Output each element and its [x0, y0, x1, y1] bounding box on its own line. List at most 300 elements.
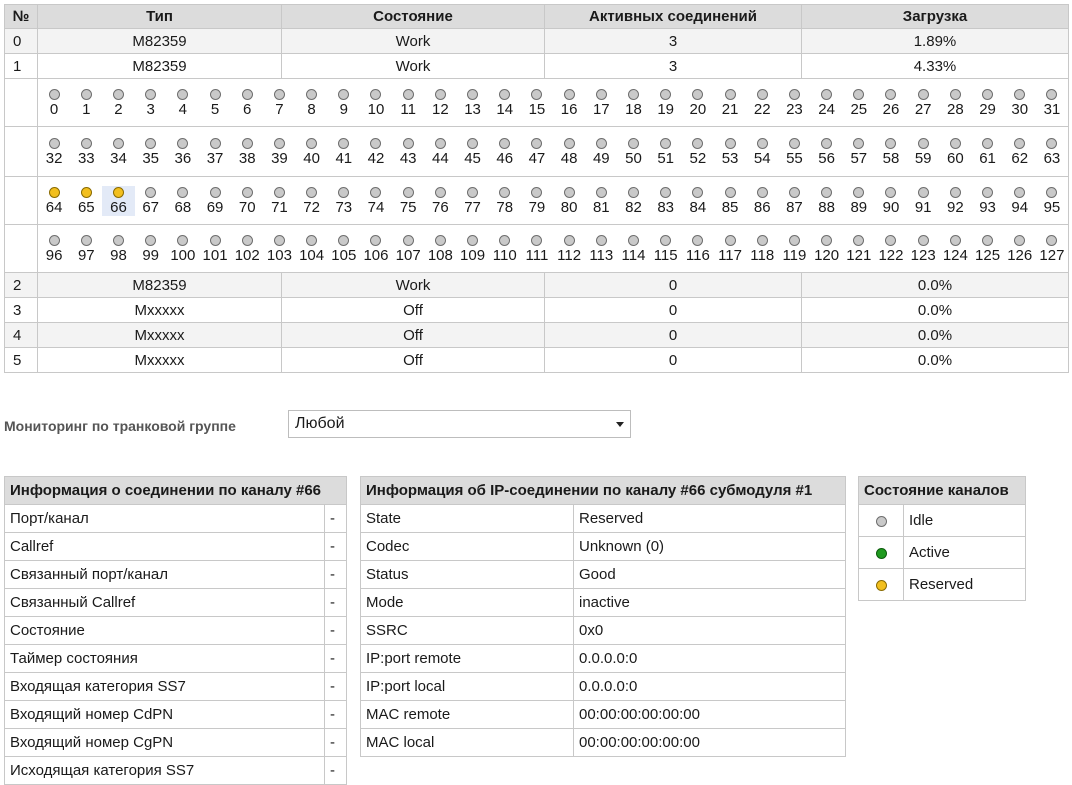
channel-status-dot-icon: [757, 235, 768, 246]
channel-69[interactable]: [199, 186, 231, 216]
channel-5[interactable]: [199, 88, 231, 118]
channel-number: 54: [753, 149, 771, 167]
channel-18[interactable]: [617, 88, 649, 118]
channel-number: 120: [814, 246, 840, 264]
channel-number: 58: [882, 149, 900, 167]
channel-number: 7: [275, 100, 284, 118]
legend-item-idle: [859, 505, 1026, 537]
channel-117[interactable]: [714, 234, 746, 264]
channel-number: 18: [625, 100, 642, 118]
info-value: -: [325, 505, 347, 533]
channel-120[interactable]: [811, 234, 843, 264]
channel-number: 109: [460, 246, 486, 264]
row-load: 0.0%: [802, 348, 1069, 373]
channel-61[interactable]: [971, 137, 1003, 167]
row-index: 5: [5, 348, 38, 373]
channel-34[interactable]: [102, 137, 134, 167]
channel-51[interactable]: [650, 137, 682, 167]
channel-status-dot-icon: [113, 235, 124, 246]
channel-number: 53: [721, 149, 739, 167]
channel-107[interactable]: [392, 234, 424, 264]
channel-30[interactable]: [1004, 88, 1036, 118]
info-label: Codec: [361, 533, 574, 561]
channel-status-dot-icon: [853, 235, 864, 246]
channel-27[interactable]: [907, 88, 939, 118]
info-label: Связанный порт/канал: [5, 561, 325, 589]
channel-status-dot-icon: [499, 138, 510, 149]
channel-46[interactable]: [489, 137, 521, 167]
info-value: -: [325, 673, 347, 701]
channel-98[interactable]: [102, 234, 134, 264]
channel-status-dot-icon: [789, 187, 800, 198]
channel-strip: [38, 137, 1068, 167]
channel-4[interactable]: [167, 88, 199, 118]
channel-47[interactable]: [521, 137, 553, 167]
channel-number: 122: [878, 246, 904, 264]
channel-45[interactable]: [456, 137, 488, 167]
channel-status-dot-icon: [274, 89, 285, 100]
channel-status-dot-icon: [660, 187, 671, 198]
info-value: 00:00:00:00:00:00: [574, 701, 846, 729]
channel-63[interactable]: [1036, 137, 1068, 167]
channel-status-dot-icon: [467, 138, 478, 149]
channel-number: 35: [142, 149, 159, 167]
channel-status-dot-icon: [885, 89, 896, 100]
channel-number: 121: [846, 246, 872, 264]
channel-number: 115: [653, 246, 678, 264]
channel-33[interactable]: [70, 137, 102, 167]
channel-118[interactable]: [746, 234, 778, 264]
channel-102[interactable]: [231, 234, 263, 264]
channel-number: 73: [335, 198, 353, 216]
channel-status-dot-icon: [370, 235, 381, 246]
channel-status-legend: [858, 476, 1026, 601]
channel-status-dot-icon: [596, 138, 607, 149]
channel-52[interactable]: [682, 137, 714, 167]
channel-72[interactable]: [296, 186, 328, 216]
channel-status-dot-icon: [145, 89, 156, 100]
channel-number: 57: [850, 149, 868, 167]
info-value: -: [325, 617, 347, 645]
channel-number: 4: [178, 100, 188, 118]
channel-19[interactable]: [650, 88, 682, 118]
channel-88[interactable]: [811, 186, 843, 216]
row-type: Mxxxxx: [38, 298, 282, 323]
channel-2[interactable]: [102, 88, 134, 118]
channel-number: 14: [496, 100, 514, 118]
channel-number: 85: [721, 198, 739, 216]
channel-109[interactable]: [456, 234, 488, 264]
channel-57[interactable]: [843, 137, 875, 167]
header-load: Загрузка: [802, 5, 1069, 29]
info-label: Status: [361, 561, 574, 589]
channel-number: 23: [786, 100, 803, 118]
channel-41[interactable]: [328, 137, 360, 167]
channel-7[interactable]: [263, 88, 295, 118]
channel-status-dot-icon: [564, 89, 575, 100]
channel-status-dot-icon: [628, 89, 639, 100]
channel-status-dot-icon: [499, 187, 510, 198]
channel-31[interactable]: [1036, 88, 1068, 118]
channel-status-dot-icon: [338, 138, 349, 149]
info-row: [361, 701, 846, 729]
channel-status-dot-icon: [660, 89, 671, 100]
channel-1[interactable]: [70, 88, 102, 118]
channel-125[interactable]: [971, 234, 1003, 264]
info-value: -: [325, 561, 347, 589]
channel-status-dot-icon: [564, 187, 575, 198]
channel-number: 9: [339, 100, 348, 118]
header-state: Состояние: [282, 5, 545, 29]
channel-number: 43: [399, 149, 417, 167]
channel-16[interactable]: [553, 88, 585, 118]
channel-number: 66: [110, 198, 127, 216]
info-row: [361, 673, 846, 701]
channel-80[interactable]: [553, 186, 585, 216]
channel-67[interactable]: [135, 186, 167, 216]
channel-56[interactable]: [811, 137, 843, 167]
channel-104[interactable]: [296, 234, 328, 264]
channel-78[interactable]: [489, 186, 521, 216]
channel-99[interactable]: [135, 234, 167, 264]
channel-12[interactable]: [424, 88, 456, 118]
channel-127[interactable]: [1036, 234, 1068, 264]
channel-number: 105: [331, 246, 357, 264]
channel-status-dot-icon: [1046, 235, 1057, 246]
channel-status-dot-icon: [210, 89, 221, 100]
channel-101[interactable]: [199, 234, 231, 264]
channel-number: 70: [238, 198, 256, 216]
channel-number: 113: [589, 246, 614, 264]
channel-93[interactable]: [971, 186, 1003, 216]
channel-status-dot-icon: [628, 138, 639, 149]
channel-106[interactable]: [360, 234, 392, 264]
channel-37[interactable]: [199, 137, 231, 167]
channel-number: 74: [367, 198, 385, 216]
channel-49[interactable]: [585, 137, 617, 167]
channel-108[interactable]: [424, 234, 456, 264]
channel-3[interactable]: [135, 88, 167, 118]
info-value: Good: [574, 561, 846, 589]
channel-35[interactable]: [135, 137, 167, 167]
channel-status-dot-icon: [49, 138, 60, 149]
channel-97[interactable]: [70, 234, 102, 264]
channel-79[interactable]: [521, 186, 553, 216]
channel-status-dot-icon: [757, 138, 768, 149]
channel-100[interactable]: [167, 234, 199, 264]
channel-53[interactable]: [714, 137, 746, 167]
channel-status-dot-icon: [435, 89, 446, 100]
channel-115[interactable]: [650, 234, 682, 264]
header-row: [5, 5, 1069, 29]
channel-90[interactable]: [875, 186, 907, 216]
channel-92[interactable]: [939, 186, 971, 216]
channel-status-dot-icon: [435, 235, 446, 246]
channel-status-dot-icon: [596, 187, 607, 198]
channel-58[interactable]: [875, 137, 907, 167]
channel-77[interactable]: [456, 186, 488, 216]
channel-121[interactable]: [843, 234, 875, 264]
info-row: [5, 673, 347, 701]
channel-81[interactable]: [585, 186, 617, 216]
channel-10[interactable]: [360, 88, 392, 118]
channel-number: 108: [427, 246, 453, 264]
channel-42[interactable]: [360, 137, 392, 167]
channel-32[interactable]: [38, 137, 70, 167]
channel-71[interactable]: [263, 186, 295, 216]
channel-status-dot-icon: [950, 235, 961, 246]
channel-44[interactable]: [424, 137, 456, 167]
table-row[interactable]: [5, 298, 1069, 323]
channel-60[interactable]: [939, 137, 971, 167]
channel-28[interactable]: [939, 88, 971, 118]
info-value: 00:00:00:00:00:00: [574, 729, 846, 757]
channel-number: 112: [557, 246, 582, 264]
channel-number: 1: [82, 100, 91, 118]
channel-number: 61: [979, 149, 996, 167]
channel-110[interactable]: [489, 234, 521, 264]
table-row[interactable]: [5, 348, 1069, 373]
channel-48[interactable]: [553, 137, 585, 167]
channel-number: 72: [303, 198, 320, 216]
channel-status-dot-icon: [821, 235, 832, 246]
channel-65[interactable]: [70, 186, 102, 216]
channel-82[interactable]: [617, 186, 649, 216]
info-label: Входящий номер CdPN: [5, 701, 325, 729]
channel-68[interactable]: [167, 186, 199, 216]
row-state: Off: [282, 348, 545, 373]
channel-13[interactable]: [456, 88, 488, 118]
table-row[interactable]: [5, 29, 1069, 54]
connection-info-body: [5, 505, 347, 785]
channel-number: 27: [914, 100, 932, 118]
channel-status-dot-icon: [499, 89, 510, 100]
channel-123[interactable]: [907, 234, 939, 264]
channel-number: 123: [910, 246, 936, 264]
trunk-group-select[interactable]: [288, 410, 631, 438]
channel-116[interactable]: [682, 234, 714, 264]
channel-84[interactable]: [682, 186, 714, 216]
channel-status-dot-icon: [370, 187, 381, 198]
channel-39[interactable]: [263, 137, 295, 167]
row-type: Mxxxxx: [38, 348, 282, 373]
info-label: IP:port local: [361, 673, 574, 701]
channel-row: [5, 225, 1069, 273]
channel-number: 117: [718, 246, 742, 264]
channel-50[interactable]: [617, 137, 649, 167]
channel-6[interactable]: [231, 88, 263, 118]
info-value: 0.0.0.0:0: [574, 645, 846, 673]
channel-76[interactable]: [424, 186, 456, 216]
channel-number: 107: [395, 246, 421, 264]
channel-status-dot-icon: [403, 235, 414, 246]
channel-number: 11: [400, 100, 416, 118]
channel-status-dot-icon: [145, 187, 156, 198]
channel-status-dot-icon: [306, 187, 317, 198]
channel-status-dot-icon: [81, 187, 92, 198]
info-label: Входящая категория SS7: [5, 673, 325, 701]
channel-64[interactable]: [38, 186, 70, 216]
info-row: [5, 729, 347, 757]
chevron-down-icon: [616, 422, 624, 427]
channel-20[interactable]: [682, 88, 714, 118]
channel-8[interactable]: [296, 88, 328, 118]
channel-122[interactable]: [875, 234, 907, 264]
channel-40[interactable]: [296, 137, 328, 167]
channel-status-dot-icon: [789, 138, 800, 149]
channel-number: 31: [1043, 100, 1061, 118]
channel-54[interactable]: [746, 137, 778, 167]
channel-114[interactable]: [617, 234, 649, 264]
channel-number: 127: [1039, 246, 1065, 264]
channel-status-dot-icon: [242, 89, 253, 100]
channel-number: 63: [1043, 149, 1061, 167]
channel-number: 100: [170, 246, 196, 264]
channel-89[interactable]: [843, 186, 875, 216]
channel-11[interactable]: [392, 88, 424, 118]
channel-70[interactable]: [231, 186, 263, 216]
ip-info-title: Информация об IP-соединении по каналу #66 субмодуля #1: [361, 477, 846, 505]
table-row[interactable]: [5, 273, 1069, 298]
channel-number: 116: [685, 246, 710, 264]
info-value: -: [325, 757, 347, 785]
info-row: [361, 561, 846, 589]
channel-21[interactable]: [714, 88, 746, 118]
channel-status-dot-icon: [81, 89, 92, 100]
channel-95[interactable]: [1036, 186, 1068, 216]
channel-124[interactable]: [939, 234, 971, 264]
info-value: -: [325, 533, 347, 561]
channel-status-dot-icon: [628, 235, 639, 246]
channel-number: 87: [786, 198, 803, 216]
channel-26[interactable]: [875, 88, 907, 118]
channel-83[interactable]: [650, 186, 682, 216]
channel-17[interactable]: [585, 88, 617, 118]
channel-number: 86: [753, 198, 771, 216]
channel-status-dot-icon: [177, 138, 188, 149]
channel-0[interactable]: [38, 88, 70, 118]
channel-status-dot-icon: [1014, 187, 1025, 198]
channel-number: 103: [266, 246, 292, 264]
channel-number: 79: [528, 198, 546, 216]
channel-23[interactable]: [778, 88, 810, 118]
channel-status-dot-icon: [49, 89, 60, 100]
submodule-table: [4, 4, 1069, 373]
channel-38[interactable]: [231, 137, 263, 167]
header-type: Тип: [38, 5, 282, 29]
channel-74[interactable]: [360, 186, 392, 216]
channel-status-dot-icon: [1014, 235, 1025, 246]
channel-status-dot-icon: [982, 138, 993, 149]
channel-119[interactable]: [778, 234, 810, 264]
channel-status-dot-icon: [725, 138, 736, 149]
table-row[interactable]: [5, 54, 1069, 79]
channel-number: 104: [299, 246, 325, 264]
channel-9[interactable]: [328, 88, 360, 118]
channel-85[interactable]: [714, 186, 746, 216]
channel-status-dot-icon: [564, 138, 575, 149]
channel-22[interactable]: [746, 88, 778, 118]
channel-number: 0: [49, 100, 59, 118]
channel-86[interactable]: [746, 186, 778, 216]
channel-number: 16: [560, 100, 578, 118]
row-state: Off: [282, 298, 545, 323]
table-row[interactable]: [5, 323, 1069, 348]
channel-111[interactable]: [521, 234, 553, 264]
channel-number: 126: [1007, 246, 1033, 264]
channel-112[interactable]: [553, 234, 585, 264]
channel-status-dot-icon: [274, 138, 285, 149]
channel-number: 68: [174, 198, 192, 216]
channel-number: 59: [914, 149, 932, 167]
info-label: SSRC: [361, 617, 574, 645]
channel-number: 37: [206, 149, 224, 167]
channel-25[interactable]: [843, 88, 875, 118]
channel-status-dot-icon: [499, 235, 510, 246]
channel-status-dot-icon: [1014, 89, 1025, 100]
channel-29[interactable]: [971, 88, 1003, 118]
channel-status-dot-icon: [1046, 89, 1057, 100]
channel-103[interactable]: [263, 234, 295, 264]
channel-status-dot-icon: [885, 235, 896, 246]
channel-126[interactable]: [1004, 234, 1036, 264]
channel-55[interactable]: [778, 137, 810, 167]
channel-status-dot-icon: [885, 187, 896, 198]
channel-number: 50: [625, 149, 642, 167]
channel-status-dot-icon: [918, 138, 929, 149]
channel-number: 65: [77, 198, 95, 216]
channel-105[interactable]: [328, 234, 360, 264]
channel-113[interactable]: [585, 234, 617, 264]
channel-36[interactable]: [167, 137, 199, 167]
channel-number: 69: [206, 198, 224, 216]
channel-status-dot-icon: [821, 89, 832, 100]
channel-96[interactable]: [38, 234, 70, 264]
row-load: 1.89%: [802, 29, 1069, 54]
channel-status-dot-icon: [628, 187, 639, 198]
channel-14[interactable]: [489, 88, 521, 118]
channel-status-dot-icon: [725, 235, 736, 246]
info-row: [361, 729, 846, 757]
channel-24[interactable]: [811, 88, 843, 118]
info-value: -: [325, 729, 347, 757]
channel-status-dot-icon: [789, 235, 800, 246]
channel-number: 56: [818, 149, 835, 167]
row-load: 4.33%: [802, 54, 1069, 79]
channel-status-dot-icon: [177, 89, 188, 100]
channel-73[interactable]: [328, 186, 360, 216]
info-value: inactive: [574, 589, 846, 617]
channel-status-dot-icon: [531, 138, 542, 149]
channel-94[interactable]: [1004, 186, 1036, 216]
channel-62[interactable]: [1004, 137, 1036, 167]
channel-status-dot-icon: [467, 235, 478, 246]
info-label: MAC local: [361, 729, 574, 757]
channel-59[interactable]: [907, 137, 939, 167]
channel-91[interactable]: [907, 186, 939, 216]
channel-15[interactable]: [521, 88, 553, 118]
channel-43[interactable]: [392, 137, 424, 167]
channel-number: 97: [77, 246, 95, 264]
channel-status-dot-icon: [435, 138, 446, 149]
channel-status-dot-icon: [403, 187, 414, 198]
channel-66[interactable]: [102, 186, 134, 216]
channel-75[interactable]: [392, 186, 424, 216]
channel-status-dot-icon: [210, 235, 221, 246]
channel-87[interactable]: [778, 186, 810, 216]
channel-row: [5, 79, 1069, 127]
channel-status-dot-icon: [757, 187, 768, 198]
